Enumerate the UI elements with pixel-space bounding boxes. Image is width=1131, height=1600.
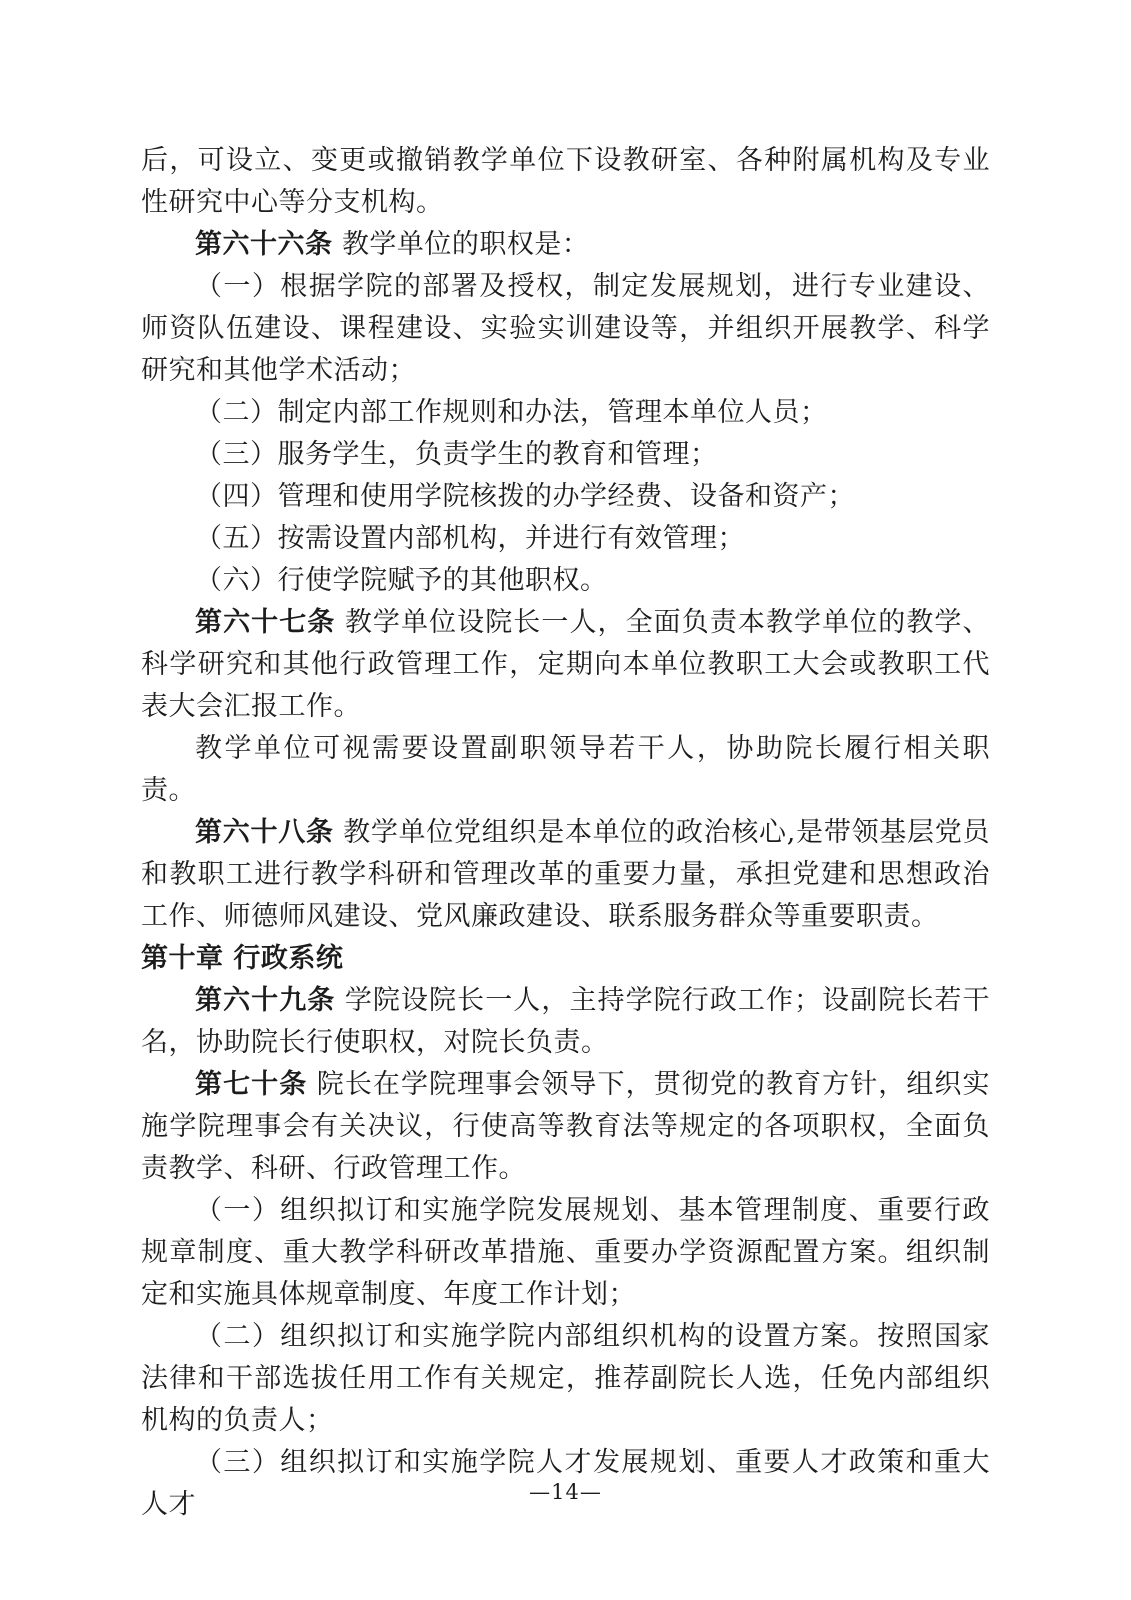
- paragraph-article-70: [141, 1064, 990, 1190]
- paragraph-text: 教学单位设院长一人，全面负责本教学单位的教学、科学研究和其他行政管理工作，定期向本单位教职工大会或教职工代表大会汇报工作。: [141, 607, 991, 722]
- paragraph-text: （一）组织拟订和实施学院发展规划、基本管理制度、重要行政规章制度、重大教学科研改革措施、重要办学资源配置方案。组织制定和实施具体规章制度、年度工作计划；: [141, 1195, 990, 1310]
- list-item-paragraph: [141, 266, 990, 392]
- paragraph-text: 教学单位党组织是本单位的政治核心,是带领基层党员和教职工进行教学科研和管理改革的重要力量，承担党建和思想政治工作、师德师风建设、党风廉政建设、联系服务群众等重要职责。: [141, 817, 990, 932]
- paragraph-text: 学院设院长一人，主持学院行政工作；设副院长若干名，协助院长行使职权，对院长负责。: [141, 985, 991, 1058]
- article-number: 第七十条: [195, 1069, 308, 1100]
- list-item-paragraph: [141, 476, 990, 518]
- paragraph-text: （六）行使学院赋予的其他职权。: [195, 565, 608, 596]
- page-number: —14—: [529, 1480, 602, 1504]
- body-paragraph: [141, 140, 990, 224]
- paragraph-text: （二）制定内部工作规则和办法，管理本单位人员；: [195, 397, 828, 428]
- document-body: [141, 140, 990, 1526]
- article-number: 第六十七条: [195, 607, 336, 638]
- paragraph-text: 后，可设立、变更或撤销教学单位下设教研室、各种附属机构及专业性研究中心等分支机构。: [141, 145, 990, 218]
- list-item-paragraph: [141, 1190, 990, 1316]
- list-item-paragraph: [141, 518, 990, 560]
- paragraph-text: （四）管理和使用学院核拨的办学经费、设备和资产；: [195, 481, 855, 512]
- paragraph-text: （三）组织拟订和实施学院人才发展规划、重要人才政策和重大人才: [141, 1447, 990, 1520]
- list-item-paragraph: [141, 1316, 990, 1442]
- list-item-paragraph: [141, 392, 990, 434]
- paragraph-text: （五）按需设置内部机构，并进行有效管理；: [195, 523, 745, 554]
- paragraph-article-68: [141, 812, 990, 938]
- paragraph-text: 教学单位的职权是：: [341, 229, 590, 260]
- article-number: 第六十八条: [195, 817, 334, 848]
- list-item-paragraph: [141, 434, 990, 476]
- body-paragraph: [141, 728, 990, 812]
- chapter-heading: 第十章 行政系统: [141, 943, 344, 974]
- paragraph-text: （三）服务学生，负责学生的教育和管理；: [195, 439, 718, 470]
- paragraph-article-67: [141, 602, 990, 728]
- paragraph-text: （二）组织拟订和实施学院内部组织机构的设置方案。按照国家法律和干部选拔任用工作有关规定，推荐副院长人选，任免内部组织机构的负责人；: [141, 1321, 990, 1436]
- paragraph-text: （一）根据学院的部署及授权，制定发展规划，进行专业建设、师资队伍建设、课程建设、实验实训建设等，并组织开展教学、科学研究和其他学术活动；: [141, 271, 990, 386]
- paragraph-text: 教学单位可视需要设置副职领导若干人，协助院长履行相关职责。: [141, 733, 990, 806]
- paragraph-text: 院长在学院理事会领导下，贯彻党的教育方针，组织实施学院理事会有关决议，行使高等教育法等规定的各项职权，全面负责教学、科研、行政管理工作。: [141, 1069, 991, 1184]
- article-number: 第六十六条: [195, 229, 333, 260]
- paragraph-article-69: [141, 980, 990, 1064]
- paragraph-article-66: [141, 224, 990, 266]
- article-number: 第六十九条: [195, 985, 336, 1016]
- list-item-paragraph: [141, 560, 990, 602]
